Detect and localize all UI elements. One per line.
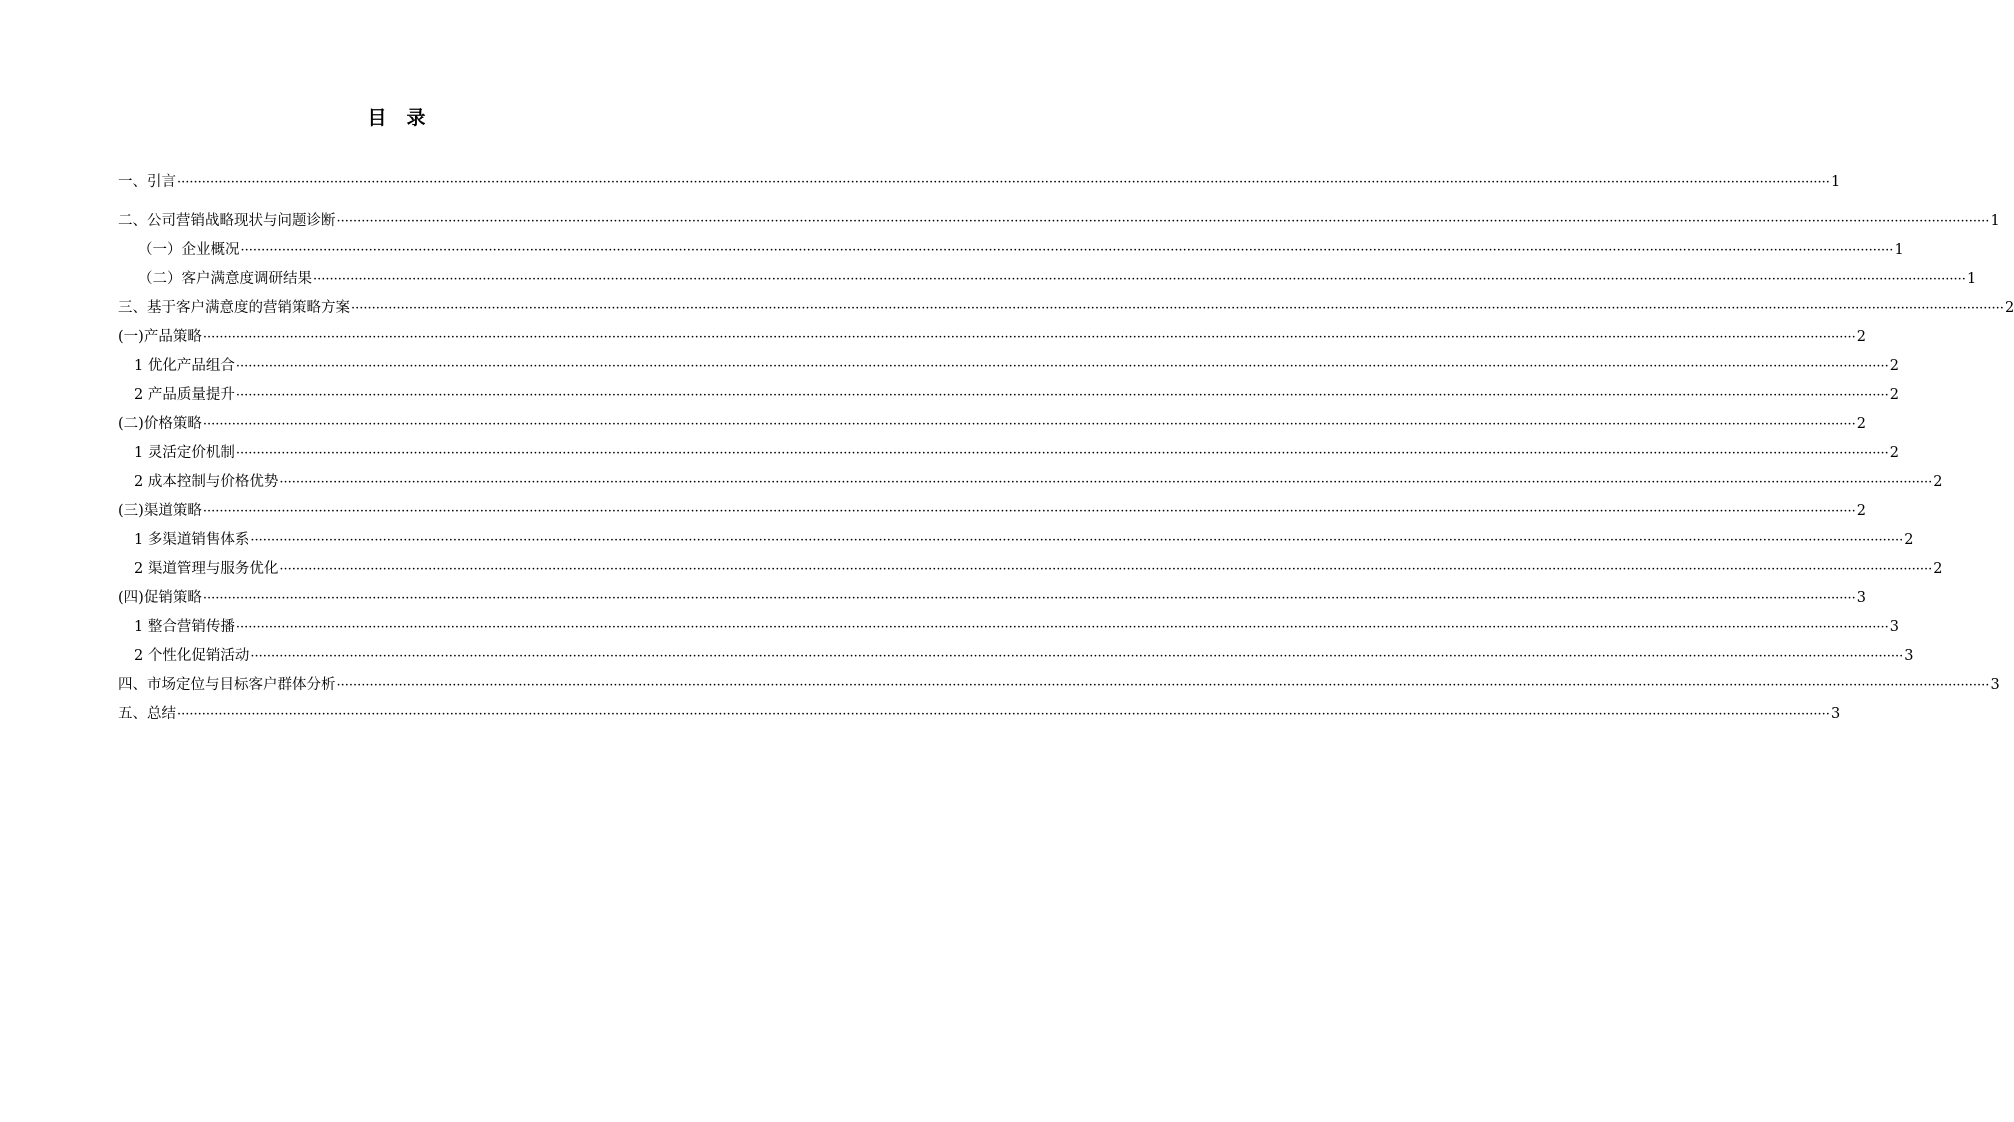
toc-leader-dots: ················································································································································································································································································································································································································ <box>336 678 1990 693</box>
toc-leader-dots: ················································································································································································································································································································································································································ <box>250 649 1904 664</box>
toc-leader-dots: ················································································································································································································································································································································································································ <box>279 562 1933 577</box>
toc-leader-dots: ················································································································································································································································································································································································································ <box>235 446 1889 461</box>
toc-entry-price-2[interactable] <box>134 470 1943 494</box>
toc-entry-label: 2 渠道管理与服务优化 <box>134 561 279 577</box>
toc-entry-product-2[interactable] <box>134 383 1900 407</box>
toc-entry-price-strategy[interactable] <box>118 412 1866 436</box>
toc-entry-label: 2 产品质量提升 <box>134 387 235 403</box>
toc-leader-dots: ················································································································································································································································································································································································································ <box>313 272 1966 287</box>
toc-entry-section-2[interactable] <box>118 209 2000 233</box>
toc-entry-label: 1 多渠道销售体系 <box>134 532 250 548</box>
toc-page-number: 2 <box>2004 300 2014 316</box>
toc-entry-promotion-1[interactable] <box>134 615 1900 639</box>
toc-entry-section-2-2[interactable] <box>138 267 1977 291</box>
toc-entry-label: 2 成本控制与价格优势 <box>134 474 279 490</box>
toc-page-number: 2 <box>1856 329 1866 345</box>
toc-leader-dots: ················································································································································································································································································································································································································ <box>177 175 1830 190</box>
toc-entry-intro[interactable] <box>118 170 1841 194</box>
toc-leader-dots: ················································································································································································································································································································································································································ <box>240 243 1894 258</box>
toc-entry-label: 2 个性化促销活动 <box>134 648 250 664</box>
toc-page-number: 1 <box>1894 242 1904 258</box>
toc-leader-dots: ················································································································································································································································································································································································································ <box>202 417 1856 432</box>
toc-entry-section-2-1[interactable] <box>138 238 1904 262</box>
toc-page-number: 2 <box>1889 445 1900 461</box>
toc-leader-dots: ················································································································································································································································································································································································································ <box>336 214 1990 229</box>
toc-entry-product-1[interactable] <box>134 354 1900 378</box>
toc-title-char-2: 录 <box>406 107 426 129</box>
toc-leader-dots: ················································································································································································································································································································································································································ <box>250 533 1904 548</box>
toc-page-number: 3 <box>1990 677 2000 693</box>
toc-page-number: 1 <box>1966 271 1977 287</box>
toc-page-number: 2 <box>1904 532 1914 548</box>
toc-entry-promotion-strategy[interactable] <box>118 586 1866 610</box>
toc-entry-label: 一、引言 <box>118 174 176 190</box>
toc-title <box>0 103 793 130</box>
toc-leader-dots: ················································································································································································································································································································································································································ <box>202 504 1856 519</box>
toc-leader-dots: ················································································································································································································································································································································································································ <box>177 707 1830 722</box>
toc-entry-channel-1[interactable] <box>134 528 1914 552</box>
toc-page-number: 2 <box>1856 503 1866 519</box>
toc-entry-label: 二、公司营销战略现状与问题诊断 <box>118 213 336 229</box>
toc-entry-label: (三)渠道策略 <box>118 503 202 519</box>
toc-page-number: 2 <box>1933 474 1943 490</box>
toc-entry-section-3[interactable] <box>118 296 2014 320</box>
toc-leader-dots: ················································································································································································································································································································································································································ <box>279 475 1933 490</box>
toc-entry-label: (一)产品策略 <box>118 329 202 345</box>
toc-entry-section-5[interactable] <box>118 702 1841 726</box>
toc-leader-dots: ················································································································································································································································································································································································································ <box>202 591 1856 606</box>
toc-page-number: 1 <box>1990 213 2000 229</box>
toc-entry-label: 四、市场定位与目标客户群体分析 <box>118 677 336 693</box>
toc-page-number: 3 <box>1904 648 1914 664</box>
toc-title-char-1: 目 <box>367 107 387 129</box>
toc-leader-dots: ················································································································································································································································································································································································································ <box>202 330 1856 345</box>
toc-entry-section-4[interactable] <box>118 673 2000 697</box>
toc-entry-label: （一）企业概况 <box>138 242 240 258</box>
toc-entry-label: (二)价格策略 <box>118 416 202 432</box>
toc-entry-product-strategy[interactable] <box>118 325 1866 349</box>
toc-page-number: 3 <box>1856 590 1866 606</box>
toc-page-number: 3 <box>1830 706 1841 722</box>
toc-page-number: 2 <box>1856 416 1866 432</box>
toc-entry-label: 五、总结 <box>118 706 176 722</box>
toc-entry-price-1[interactable] <box>134 441 1900 465</box>
toc-entry-label: （二）客户满意度调研结果 <box>138 271 312 287</box>
toc-entry-channel-2[interactable] <box>134 557 1943 581</box>
toc-leader-dots: ················································································································································································································································································································································································································ <box>235 359 1889 374</box>
toc-entry-label: (四)促销策略 <box>118 590 202 606</box>
toc-leader-dots: ················································································································································································································································································································································································································ <box>351 301 2004 316</box>
toc-page-number: 1 <box>1830 174 1841 190</box>
toc-page-number: 2 <box>1889 387 1900 403</box>
toc-page-number: 2 <box>1889 358 1900 374</box>
toc-entry-label: 1 优化产品组合 <box>134 358 235 374</box>
toc-leader-dots: ················································································································································································································································································································································································································ <box>235 388 1889 403</box>
toc-page-number: 3 <box>1889 619 1900 635</box>
toc-entry-label: 三、基于客户满意度的营销策略方案 <box>118 300 350 316</box>
toc-entry-channel-strategy[interactable] <box>118 499 1866 523</box>
toc-entry-label: 1 整合营销传播 <box>134 619 235 635</box>
toc-leader-dots: ················································································································································································································································································································································································································ <box>235 620 1889 635</box>
toc-entry-promotion-2[interactable] <box>134 644 1914 668</box>
toc-page-number: 2 <box>1933 561 1943 577</box>
toc-entry-label: 1 灵活定价机制 <box>134 445 235 461</box>
